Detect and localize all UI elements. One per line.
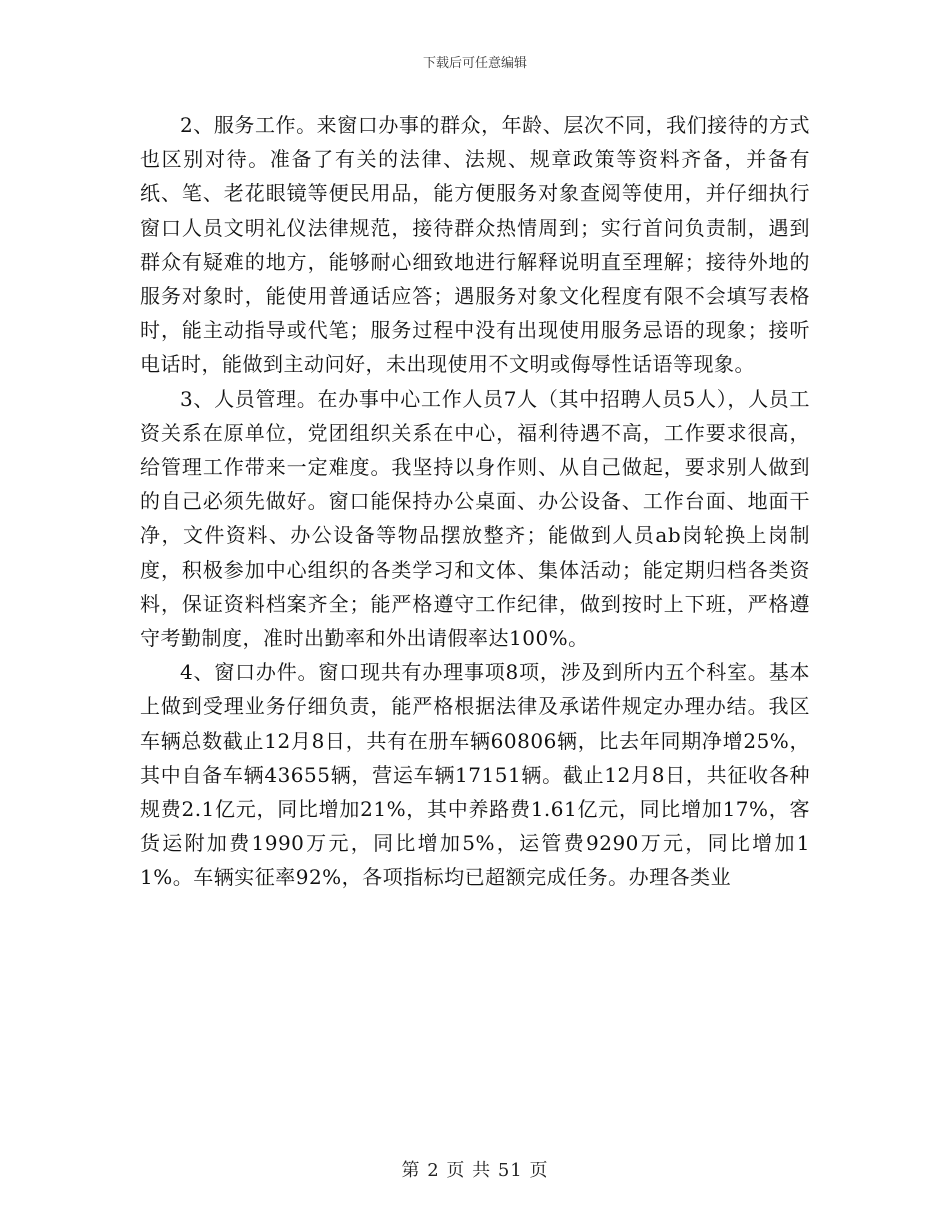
paragraph-personnel-management: 3、人员管理。在办事中心工作人员7人（其中招聘人员5人），人员工资关系在原单位，党团组织关系在中心，福利待遇不高，工作要求很高，给管理工作带来一定难度。我坚持以身作则、从自己做起，要求别人做到的自己必须先做好。窗口能保持办公桌面、办公设备、工作台面、地面干净，文件资料、办公设备等物品摆放整齐；能做到人员ab岗轮换上岗制度，积极参加中心组织的各类学习和文体、集体活动；能定期归档各类资料，保证资料档案齐全；能严格遵守工作纪律，做到按时上下班，严格遵守考勤制度，准时出勤率和外出请假率达100%。 [140, 386, 810, 651]
document-body [140, 108, 810, 895]
paragraph-service-work: 2、服务工作。来窗口办事的群众，年龄、层次不同，我们接待的方式也区别对待。准备了有关的法律、法规、规章政策等资料齐备，并备有纸、笔、老花眼镜等便民用品，能方便服务对象查阅等使用，并仔细执行窗口人员文明礼仪法律规范，接待群众热情周到；实行首问负责制，遇到群众有疑难的地方，能够耐心细致地进行解释说明直至理解；接待外地的服务对象时，能使用普通话应答；遇服务对象文化程度有限不会填写表格时，能主动指导或代笔；服务过程中没有出现使用服务忌语的现象；接听电话时，能做到主动问好，未出现使用不文明或侮辱性话语等现象。 [140, 113, 810, 377]
page-header: 下载后可任意编辑 [422, 56, 527, 71]
page-footer: 第 2 页 共 51 页 [401, 1160, 549, 1181]
paragraph-window-processing: 4、窗口办件。窗口现共有办理事项8项，涉及到所内五个科室。基本上做到受理业务仔细负责，能严格根据法律及承诺件规定办理办结。我区车辆总数截止12月8日，共有在册车辆60806辆，比去年同期净增25%，其中自备车辆43655辆，营运车辆17151辆。截止12月8日，共征收各种规费2.1亿元，同比增加21%，其中养路费1.61亿元，同比增加17%，客货运附加费1990万元，同比增加5%，运管费9290万元，同比增加11%。车辆实征率92%，各项指标均已超额完成任务。办理各类业 [140, 660, 810, 890]
